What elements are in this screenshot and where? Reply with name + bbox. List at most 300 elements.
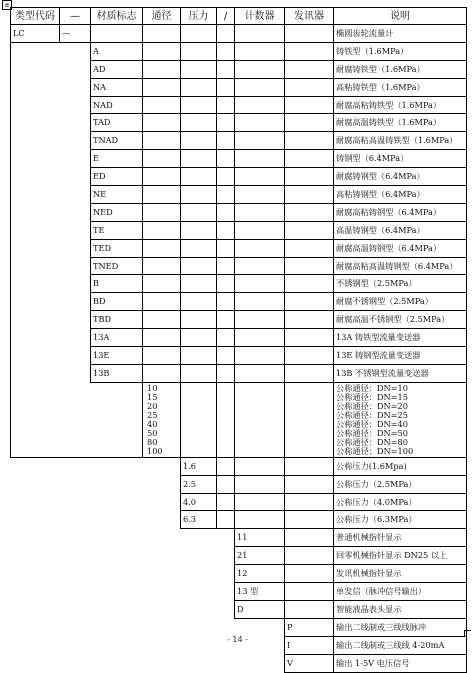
pressure-description: 公称压力(1.6Mpa) [334,457,467,475]
transmitter-code: P [285,618,334,636]
spacer-cell [285,329,334,347]
blank-cell [11,168,60,186]
blank-cell [60,382,91,457]
spacer-cell [285,583,334,601]
spacer-cell [235,493,285,511]
blank-cell [217,529,235,547]
spacer-cell [181,150,217,168]
header-pressure: 压力 [181,8,217,25]
spacer-cell [217,293,235,311]
spacer-cell [285,42,334,60]
blank-cell [60,257,91,275]
blank-cell [217,618,235,636]
spacer-cell [285,364,334,382]
material-description: 高粘铸铁型（1.6MPa） [334,78,467,96]
transmitter-code: V [285,654,334,672]
spacer-cell [217,511,235,529]
spacer-cell [217,382,235,457]
spacer-cell [217,203,235,221]
transmitter-description: 输出二线制或三线线 4-20mA [334,636,467,654]
spacer-cell [181,203,217,221]
material-code: BD [91,293,143,311]
transmitter-description: 输出二线制或三线线脉冲 [334,618,467,636]
blank-cell [91,475,143,493]
diameter-value: 10 [147,382,158,393]
blank-cell [11,186,60,204]
blank-cell [143,600,181,618]
diameter-description: 公称通径：DN=40 [336,418,408,429]
pressure-code: 4.0 [181,493,217,511]
material-code: ED [91,168,143,186]
spacer-cell [143,168,181,186]
pressure-description: 公称压力（2.5MPa） [334,475,467,493]
blank-cell [60,565,91,583]
pressure-row [11,511,467,529]
material-code: A [91,42,143,60]
counter-row [11,583,467,601]
blank-cell [143,547,181,565]
blank-cell [60,493,91,511]
spacer-cell [235,329,285,347]
blank-cell [181,654,217,672]
spacer-cell [285,203,334,221]
spacer-cell [235,114,285,132]
spacer-cell [285,547,334,565]
blank-cell [60,275,91,293]
blank-cell [11,457,60,475]
counter-row [11,529,467,547]
spacer-cell [285,565,334,583]
material-row [11,221,467,239]
blank-cell [217,583,235,601]
material-description: 耐腐高温铸钢型（6.4MPa） [334,239,467,257]
spacer-cell [217,329,235,347]
spacer-cell [235,78,285,96]
spacer-cell [143,186,181,204]
blank-cell [217,565,235,583]
diameter-value: 40 [147,418,158,429]
blank-cell [11,493,60,511]
spacer-cell [217,257,235,275]
spacer-cell [217,221,235,239]
material-description: 耐腐铸铁型（1.6MPa） [334,60,467,78]
material-code: E [91,150,143,168]
blank-cell [143,475,181,493]
spacer-cell [285,150,334,168]
material-code: NE [91,186,143,204]
spacer-cell [235,60,285,78]
blank-cell [60,96,91,114]
header-transmitter: 发讯器 [285,8,334,25]
diameter-value: 25 [147,409,158,420]
counter-code: D [235,600,285,618]
blank-cell [181,547,217,565]
type-description: 椭圆齿轮流量计 [334,25,467,43]
blank-cell [181,618,217,636]
spacer-cell [143,257,181,275]
material-row [11,114,467,132]
crop-mark [464,630,471,637]
blank-cell [11,42,60,60]
blank-cell [60,347,91,365]
blank-cell [11,150,60,168]
blank-cell [91,457,143,475]
spacer-cell [235,132,285,150]
spacer-cell [217,311,235,329]
spacer-cell [181,311,217,329]
material-code: AD [91,60,143,78]
spacer-cell [285,311,334,329]
transmitter-row [11,618,467,636]
material-row [11,347,467,365]
diameter-description: 公称通径：DN=25 [336,409,408,420]
material-description: 耐腐高粘铸钢型（6.4MPa） [334,203,467,221]
spacer-cell [285,600,334,618]
blank-cell [11,364,60,382]
spacer-cell [285,493,334,511]
blank-cell [60,600,91,618]
material-row [11,186,467,204]
blank-cell [60,364,91,382]
material-row [11,257,467,275]
diameter-value: 15 [147,391,158,402]
blank-cell [60,311,91,329]
spacer-cell [217,42,235,60]
spacer-cell [285,78,334,96]
transmitter-row [11,654,467,672]
spacer-cell [285,475,334,493]
transmitter-description: 输出 1-5V 电压信号 [334,654,467,672]
material-code: NAD [91,96,143,114]
blank-cell [11,311,60,329]
material-code: TE [91,221,143,239]
spacer-cell [143,132,181,150]
counter-description: 回零机械指针显示 DN25 以上 [334,547,467,565]
material-row [11,239,467,257]
blank-cell [60,583,91,601]
spacer-cell [217,114,235,132]
spacer-cell [285,347,334,365]
blank-cell [60,186,91,204]
blank-cell [11,618,60,636]
blank-cell [143,583,181,601]
diameter-description: 公称通径：DN=80 [336,436,408,447]
material-code: B [91,275,143,293]
counter-row [11,600,467,618]
blank-cell [60,529,91,547]
blank-cell [11,60,60,78]
spacer-cell [181,275,217,293]
type-dash: — [60,25,91,43]
material-code: NED [91,203,143,221]
spacer-cell [235,293,285,311]
material-row [11,42,467,60]
spacer-cell [217,239,235,257]
spacer-cell [217,364,235,382]
pressure-code: 1.6 [181,457,217,475]
spacer-cell [235,457,285,475]
blank-cell [91,583,143,601]
table-header-row [11,8,467,25]
spacer-cell [285,96,334,114]
blank-cell [11,329,60,347]
spacer-cell [285,168,334,186]
material-row [11,203,467,221]
spacer-cell [235,203,285,221]
spacer-cell [235,96,285,114]
spacer-cell [181,257,217,275]
spacer-cell [217,493,235,511]
spacer-cell [143,329,181,347]
blank-cell [217,600,235,618]
spacer-cell [181,347,217,365]
diameter-description: 公称通径：DN=20 [336,400,408,411]
spacer-cell [181,329,217,347]
diameter-value: 20 [147,400,158,411]
spacer-cell [235,42,285,60]
diameter-value: 80 [147,436,158,447]
blank-cell [91,618,143,636]
spacer-cell [235,475,285,493]
counter-description: 普通机械指针显示 [334,529,467,547]
material-code: 13A [91,329,143,347]
blank-cell [91,547,143,565]
blank-cell [11,96,60,114]
material-code: TAD [91,114,143,132]
blank-cell [60,221,91,239]
counter-row [11,565,467,583]
transmitter-code: I [285,636,334,654]
spacer-cell [181,96,217,114]
material-row [11,150,467,168]
blank-cell [60,654,91,672]
spacer-cell [143,42,181,60]
spacer-cell [143,78,181,96]
blank-cell [143,565,181,583]
spacer-cell [285,132,334,150]
diameter-value: 100 [147,445,163,456]
blank-cell [60,114,91,132]
spacer-cell [143,364,181,382]
material-description: 耐腐不锈钢型（2.5MPa） [334,293,467,311]
spacer-cell [217,60,235,78]
pressure-code: 6.3 [181,511,217,529]
material-code: 13E [91,347,143,365]
spacer-cell [143,275,181,293]
spacer-cell [217,457,235,475]
spacer-cell [235,186,285,204]
spacer-cell [91,25,143,43]
spacer-cell [181,364,217,382]
material-description: 13E 铸钢型流量变送器 [334,347,467,365]
blank-cell [11,565,60,583]
blank-cell [60,203,91,221]
blank-cell [60,293,91,311]
blank-cell [11,475,60,493]
header-dash: — [60,8,91,25]
model-selection-table [10,7,467,673]
header-diameter: 通径 [143,8,181,25]
material-description: 耐腐高粘铸铁型（1.6MPa） [334,96,467,114]
spacer-cell [217,132,235,150]
pressure-row [11,457,467,475]
diameter-description: 公称通径：DN=100 [336,445,414,456]
material-row [11,311,467,329]
spacer-cell [285,293,334,311]
spacer-cell [181,132,217,150]
counter-code: 21 [235,547,285,565]
page-number: - 14 - [226,635,249,644]
blank-cell [143,654,181,672]
blank-cell [217,654,235,672]
spacer-cell [181,293,217,311]
blank-cell [11,257,60,275]
spacer-cell [285,25,334,43]
blank-cell [181,600,217,618]
spacer-cell [217,347,235,365]
blank-cell [11,600,60,618]
header-slash: / [217,8,235,25]
blank-cell [11,78,60,96]
spacer-cell [181,42,217,60]
blank-cell [91,600,143,618]
counter-code: 12 [235,565,285,583]
blank-cell [60,150,91,168]
blank-cell [91,565,143,583]
material-code: NA [91,78,143,96]
spacer-cell [143,25,181,43]
diameter-value: 50 [147,427,158,438]
spacer-cell [217,150,235,168]
material-row [11,78,467,96]
spacer-cell [285,257,334,275]
diameter-row [11,382,467,457]
material-code: TNED [91,257,143,275]
header-counter: 计数器 [235,8,285,25]
material-description: 铸铁型（1.6MPa） [334,42,467,60]
type-code: LC [11,25,60,43]
spacer-cell [217,275,235,293]
spacer-cell [143,60,181,78]
spacer-cell [285,529,334,547]
blank-cell [11,382,60,457]
blank-cell [11,511,60,529]
pressure-row [11,475,467,493]
spacer-cell [285,186,334,204]
spacer-cell [235,347,285,365]
diameter-list [143,382,181,457]
spacer-cell [235,257,285,275]
material-description: 13A 铸铁型流量变送器 [334,329,467,347]
spacer-cell [235,150,285,168]
counter-description: 单发信（脉冲信号输出） [334,583,467,601]
spacer-cell [235,364,285,382]
header-description: 说明 [334,8,467,25]
spacer-cell [143,311,181,329]
counter-code: 11 [235,529,285,547]
blank-cell [11,203,60,221]
blank-cell [60,457,91,475]
blank-cell [60,511,91,529]
material-code: 13B [91,364,143,382]
blank-cell [143,618,181,636]
material-description: 耐腐高粘高温铸钢型（6.4MPa） [334,257,467,275]
material-row [11,60,467,78]
spacer-cell [285,457,334,475]
spacer-cell [181,186,217,204]
spacer-cell [143,221,181,239]
header-type-code: 类型代码 [11,8,60,25]
spacer-cell [217,96,235,114]
blank-cell [217,547,235,565]
page-corner-marker: ± [2,0,12,10]
spacer-cell [285,114,334,132]
blank-cell [181,565,217,583]
spacer-cell [235,168,285,186]
material-description: 耐腐高温铸铁型（1.6MPa） [334,114,467,132]
spacer-cell [217,25,235,43]
blank-cell [11,583,60,601]
spacer-cell [285,221,334,239]
blank-cell [11,132,60,150]
spacer-cell [217,78,235,96]
spacer-cell [143,203,181,221]
blank-cell [60,132,91,150]
material-row [11,168,467,186]
spacer-cell [285,511,334,529]
spacer-cell [285,275,334,293]
diameter-description: 公称通径：DN=50 [336,427,408,438]
material-description: 13B 不锈钢型流量变送器 [334,364,467,382]
blank-cell [11,275,60,293]
spacer-cell [235,511,285,529]
diameter-description: 公称通径：DN=10 [336,382,408,393]
blank-cell [143,511,181,529]
spacer-cell [235,239,285,257]
diameter-description: 公称通径：DN=15 [336,391,408,402]
blank-cell [143,529,181,547]
spacer-cell [143,150,181,168]
blank-cell [60,329,91,347]
pressure-description: 公称压力（4.0MPa） [334,493,467,511]
material-description: 高粘铸钢型（6.4MPa） [334,186,467,204]
spacer-cell [217,475,235,493]
material-code: TNAD [91,132,143,150]
spacer-cell [235,275,285,293]
blank-cell [60,475,91,493]
blank-cell [60,60,91,78]
spacer-cell [181,25,217,43]
header-material: 材质标志 [91,8,143,25]
spacer-cell [143,114,181,132]
diameter-descriptions [334,382,467,457]
blank-cell [11,547,60,565]
blank-cell [60,547,91,565]
type-row [11,25,467,43]
spacer-cell [285,60,334,78]
counter-row [11,547,467,565]
spacer-cell [217,168,235,186]
pressure-row [11,493,467,511]
counter-code: 13 型 [235,583,285,601]
material-row [11,329,467,347]
spacer-cell [143,293,181,311]
blank-cell [60,168,91,186]
spacer-cell [235,382,285,457]
material-description: 铸钢型（6.4MPa） [334,150,467,168]
spacer-cell [235,311,285,329]
spacer-cell [181,168,217,186]
